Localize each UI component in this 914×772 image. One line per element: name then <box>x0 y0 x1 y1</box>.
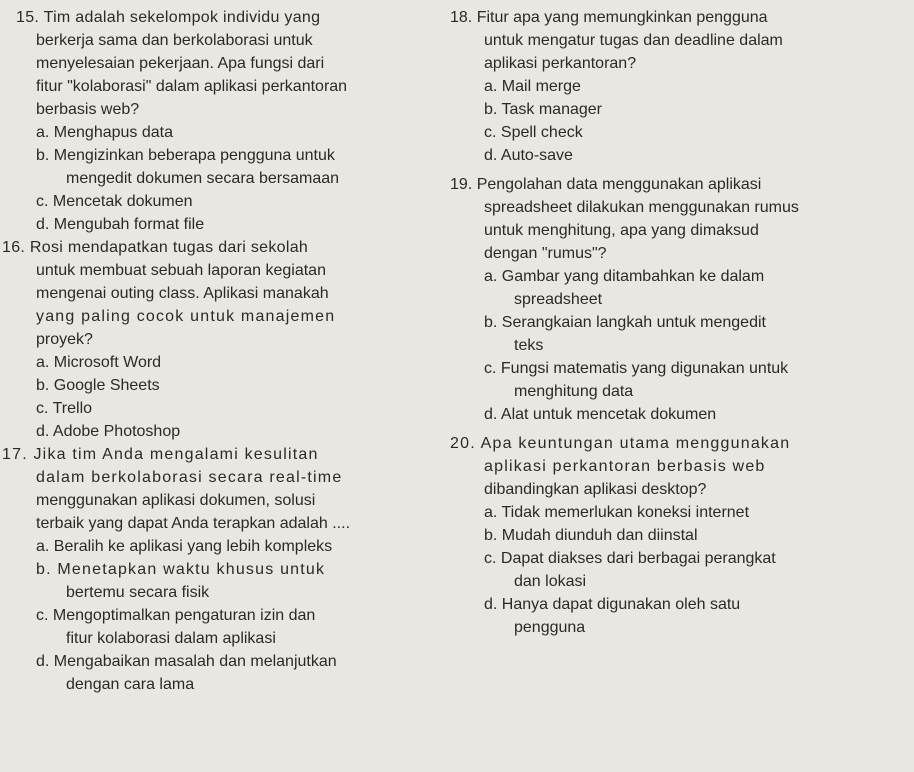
option-d: d. Mengabaikan masalah dan melanjutkan <box>36 653 337 670</box>
question-text-line: 15. Tim adalah sekelompok individu yang <box>16 9 321 26</box>
question-text-line: 20. Apa keuntungan utama menggunakan <box>450 435 791 452</box>
option-b: b. Mudah diunduh dan diinstal <box>484 527 698 544</box>
question-text-line: untuk mengatur tugas dan deadline dalam <box>484 32 783 49</box>
question-text-line: 18. Fitur apa yang memungkinkan pengguna <box>450 9 768 26</box>
question-text-line: dibandingkan aplikasi desktop? <box>484 481 707 498</box>
question-text-line: terbaik yang dapat Anda terapkan adalah .... <box>36 515 351 532</box>
option-a: a. Menghapus data <box>36 124 173 141</box>
option-c: c. Spell check <box>484 124 583 141</box>
option-d-continued: pengguna <box>514 619 586 636</box>
option-b: b. Serangkaian langkah untuk mengedit <box>484 314 766 331</box>
question-text-line: aplikasi perkantoran berbasis web <box>484 458 766 475</box>
option-a: a. Beralih ke aplikasi yang lebih kompleks <box>36 538 333 555</box>
option-c-continued: menghitung data <box>514 383 634 400</box>
option-c-continued: dan lokasi <box>514 573 587 590</box>
question-text-line: 16. Rosi mendapatkan tugas dari sekolah <box>2 239 309 256</box>
question-text-line: dalam berkolaborasi secara real-time <box>36 469 343 486</box>
question-20 <box>450 432 910 639</box>
option-b-continued: bertemu secara fisik <box>66 584 210 601</box>
question-text-line: mengenai outing class. Aplikasi manakah <box>36 285 329 302</box>
option-d: d. Mengubah format file <box>36 216 205 233</box>
question-text-line: berbasis web? <box>36 101 140 118</box>
option-c-continued: fitur kolaborasi dalam aplikasi <box>66 630 276 647</box>
question-text-line: proyek? <box>36 331 93 348</box>
question-text-line: aplikasi perkantoran? <box>484 55 637 72</box>
option-b: b. Mengizinkan beberapa pengguna untuk <box>36 147 335 164</box>
option-c: c. Dapat diakses dari berbagai perangkat <box>484 550 776 567</box>
option-d: d. Alat untuk mencetak dokumen <box>484 406 717 423</box>
question-text-line: spreadsheet dilakukan menggunakan rumus <box>484 199 799 216</box>
option-a: a. Gambar yang ditambahkan ke dalam <box>484 268 765 285</box>
option-a-continued: spreadsheet <box>514 291 603 308</box>
option-c: c. Mencetak dokumen <box>36 193 193 210</box>
option-b: b. Menetapkan waktu khusus untuk <box>36 561 326 578</box>
option-c: c. Trello <box>36 400 93 417</box>
question-text-line: dengan "rumus"? <box>484 245 607 262</box>
option-d: d. Adobe Photoshop <box>36 423 181 440</box>
left-column <box>2 6 442 696</box>
question-text-line: berkerja sama dan berkolaborasi untuk <box>36 32 313 49</box>
question-text-line: untuk menghitung, apa yang dimaksud <box>484 222 759 239</box>
question-text-line: menggunakan aplikasi dokumen, solusi <box>36 492 316 509</box>
option-b: b. Google Sheets <box>36 377 160 394</box>
option-c: c. Fungsi matematis yang digunakan untuk <box>484 360 789 377</box>
question-18 <box>450 6 910 167</box>
question-19 <box>450 173 910 426</box>
question-16 <box>2 236 442 443</box>
question-text-line: 17. Jika tim Anda mengalami kesulitan <box>2 446 319 463</box>
right-column <box>450 6 910 639</box>
option-b-continued: mengedit dokumen secara bersamaan <box>66 170 340 187</box>
question-text-line: fitur "kolaborasi" dalam aplikasi perkantoran <box>36 78 348 95</box>
option-b-continued: teks <box>514 337 544 354</box>
option-a: a. Microsoft Word <box>36 354 162 371</box>
option-a: a. Mail merge <box>484 78 581 95</box>
option-c: c. Mengoptimalkan pengaturan izin dan <box>36 607 316 624</box>
question-15 <box>2 6 442 236</box>
question-17 <box>2 443 442 696</box>
question-text-line: untuk membuat sebuah laporan kegiatan <box>36 262 326 279</box>
option-a: a. Tidak memerlukan koneksi internet <box>484 504 750 521</box>
option-d: d. Auto-save <box>484 147 573 164</box>
option-d: d. Hanya dapat digunakan oleh satu <box>484 596 741 613</box>
question-text-line: menyelesaian pekerjaan. Apa fungsi dari <box>36 55 325 72</box>
question-text-line: yang paling cocok untuk manajemen <box>36 308 336 325</box>
question-text-line: 19. Pengolahan data menggunakan aplikasi <box>450 176 762 193</box>
option-b: b. Task manager <box>484 101 602 118</box>
option-d-continued: dengan cara lama <box>66 676 195 693</box>
